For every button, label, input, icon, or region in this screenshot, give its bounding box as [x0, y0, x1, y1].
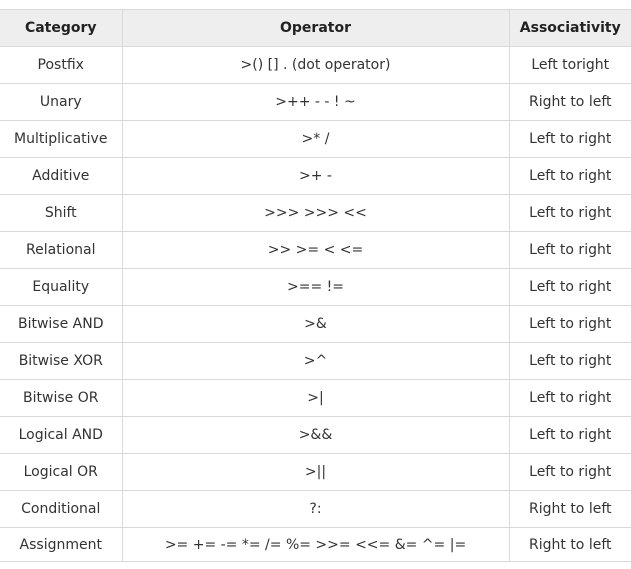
- cell-associativity: Right to left: [509, 491, 631, 528]
- cell-operator: >= += -= *= /= %= >>= <<= &= ^= |=: [122, 528, 509, 562]
- cell-operator: >> >= < <=: [122, 232, 509, 269]
- cell-associativity: Left to right: [509, 343, 631, 380]
- table-row: [0, 269, 631, 306]
- cell-category: Unary: [0, 84, 122, 121]
- cell-category: Equality: [0, 269, 122, 306]
- cell-operator: >++ - - ! ~: [122, 84, 509, 121]
- cell-category: Assignment: [0, 528, 122, 562]
- cell-associativity: Right to left: [509, 528, 631, 562]
- table-row: [0, 380, 631, 417]
- operator-precedence-table: [0, 9, 631, 562]
- cell-category: Postfix: [0, 47, 122, 84]
- cell-associativity: Left toright: [509, 47, 631, 84]
- header-category: Category: [0, 10, 122, 47]
- table-row: [0, 343, 631, 380]
- cell-operator: >||: [122, 454, 509, 491]
- cell-associativity: Left to right: [509, 454, 631, 491]
- table-row: [0, 306, 631, 343]
- cell-category: Relational: [0, 232, 122, 269]
- table-row: [0, 158, 631, 195]
- cell-category: Bitwise OR: [0, 380, 122, 417]
- cell-operator: >() [] . (dot operator): [122, 47, 509, 84]
- cell-operator: >^: [122, 343, 509, 380]
- table-header-row: [0, 10, 631, 47]
- cell-category: Logical AND: [0, 417, 122, 454]
- cell-operator: >&: [122, 306, 509, 343]
- cell-associativity: Left to right: [509, 380, 631, 417]
- cell-operator: >* /: [122, 121, 509, 158]
- cell-operator: >== !=: [122, 269, 509, 306]
- table-row: [0, 417, 631, 454]
- cell-category: Multiplicative: [0, 121, 122, 158]
- cell-category: Additive: [0, 158, 122, 195]
- cell-operator: >>> >>> <<: [122, 195, 509, 232]
- cell-operator: ?:: [122, 491, 509, 528]
- cell-associativity: Left to right: [509, 417, 631, 454]
- table-row: [0, 528, 631, 562]
- table-row: [0, 232, 631, 269]
- cell-operator: >|: [122, 380, 509, 417]
- cell-operator: >+ -: [122, 158, 509, 195]
- table-row: [0, 454, 631, 491]
- table-row: [0, 491, 631, 528]
- cell-associativity: Left to right: [509, 158, 631, 195]
- cell-associativity: Left to right: [509, 232, 631, 269]
- cell-category: Shift: [0, 195, 122, 232]
- cell-associativity: Left to right: [509, 306, 631, 343]
- cell-associativity: Left to right: [509, 195, 631, 232]
- table-row: [0, 84, 631, 121]
- cell-operator: >&&: [122, 417, 509, 454]
- header-operator: Operator: [122, 10, 509, 47]
- cell-associativity: Left to right: [509, 121, 631, 158]
- cell-associativity: Right to left: [509, 84, 631, 121]
- table-row: [0, 121, 631, 158]
- table-row: [0, 195, 631, 232]
- cell-category: Bitwise AND: [0, 306, 122, 343]
- cell-category: Logical OR: [0, 454, 122, 491]
- cell-category: Bitwise XOR: [0, 343, 122, 380]
- cell-category: Conditional: [0, 491, 122, 528]
- header-associativity: Associativity: [509, 10, 631, 47]
- table-row: [0, 47, 631, 84]
- cell-associativity: Left to right: [509, 269, 631, 306]
